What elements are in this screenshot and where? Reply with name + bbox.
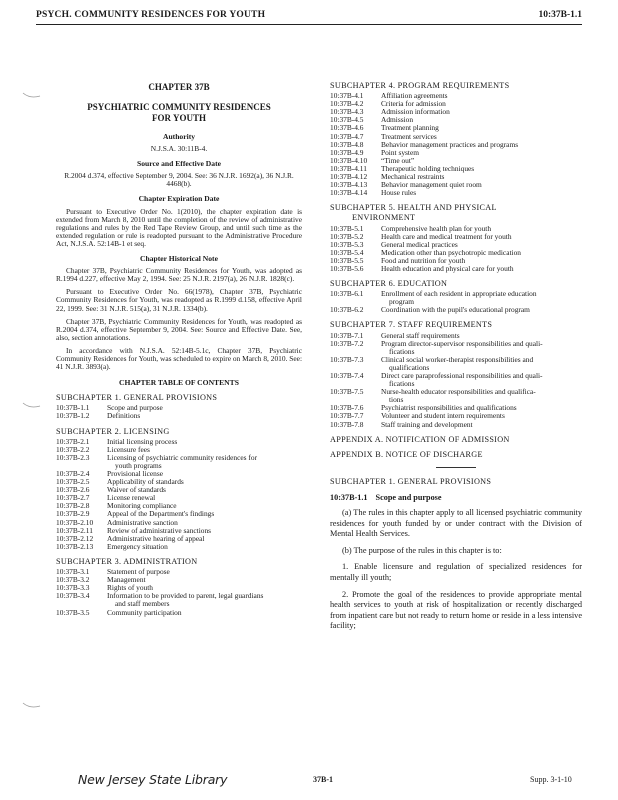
toc-entry-title-text: General medical practices [381, 239, 458, 249]
toc-entry [330, 306, 582, 314]
toc-entry-number: 10:37B-7.4 [330, 371, 364, 380]
toc-entry-title-text: Enrollment of each resident in appropriate education [381, 289, 537, 299]
toc-entry-title-text: Initial licensing process [107, 436, 178, 446]
toc-entry-number: 10:37B-4.14 [330, 188, 368, 198]
toc-entry-title-text: Point system [381, 147, 419, 157]
toc-entry-title-text: License renewal [107, 493, 156, 503]
toc-entry-number: 10:37B-4.1 [330, 91, 364, 101]
expiration-text: Pursuant to Executive Order No. 1(2010), the chapter expiration date is extended from March 8, 2010 until the completion of the review of administrative regulations and rules by the Red Tape Review Group, and until such time as the extended regulation or rule is readopted pursuant to the Administrative Procedure Act, N.J.S.A. 52:14B-1 et seq. [56, 206, 302, 248]
toc-entry-number: 10:37B-7.3 [330, 354, 364, 364]
toc-entry-title [381, 388, 582, 404]
toc-entry [56, 478, 302, 486]
toc-entry-title-text: Treatment services [381, 131, 437, 141]
toc-entry-number: 10:37B-2.3 [56, 452, 90, 462]
toc-entry [56, 404, 302, 412]
toc-entry-title-text: Direct care paraprofessional responsibilities and quali- [381, 371, 543, 380]
toc-entry-title-text: Admission information [381, 107, 450, 117]
toc-entry-number: 10:37B-5.1 [330, 223, 364, 233]
toc-entry [330, 265, 582, 273]
authority-heading: Authority [162, 132, 196, 141]
toc-entry-title-text: Mechanical restraints [381, 172, 445, 182]
right-column [330, 82, 582, 638]
toc-entry-title-text: Information to be provided to parent, legal guardians [107, 591, 264, 601]
toc-entry [56, 454, 302, 470]
source-text: R.2004 d.374, effective September 9, 2004. See: 36 N.J.R. 1692(a), 36 N.J.R. 4468(b). [64, 171, 294, 189]
toc-entry [330, 388, 582, 404]
toc-list [56, 404, 302, 420]
toc-entry-title-text: Management [107, 575, 146, 585]
toc-entry [330, 165, 582, 173]
toc-entry-title-text: Medication other than psychotropic medication [381, 247, 521, 257]
toc-entry-title [107, 543, 302, 551]
toc-entry-title-text: Statement of purpose [107, 567, 170, 577]
toc-entry-number: 10:37B-2.10 [56, 517, 94, 527]
toc-entry-title-text: General staff requirements [381, 330, 460, 340]
toc-entry-title [107, 412, 302, 420]
toc-list [330, 92, 582, 197]
toc-entry-title-cont: program [389, 297, 415, 307]
section-divider [436, 467, 476, 468]
toc-entry-title-text: Program director-supervisor responsibilities and quali- [381, 338, 543, 348]
toc-entry-number: 10:37B-3.2 [56, 575, 90, 585]
toc-entry-number: 10:37B-5.2 [330, 231, 364, 241]
history-paragraph: Pursuant to Executive Order No. 66(1978), Chapter 37B, Psychiatric Community Residences for Youth, was readopted as R.1999 d.158, effective April 22, 1999. See: 31 N.J.R. 515(a), 31 N.J.R. 1334(b). [56, 287, 302, 313]
toc-subchapter-title: SUBCHAPTER 1. GENERAL PROVISIONS [56, 393, 218, 403]
toc-entry-number: 10:37B-4.11 [330, 163, 367, 173]
toc-entry-title-text: Affiliation agreements [381, 91, 448, 101]
toc-entry-title-text: Food and nutrition for youth [381, 255, 466, 265]
expiration-heading: Chapter Expiration Date [138, 194, 220, 204]
toc-list [330, 332, 582, 429]
history-heading: Chapter Historical Note [140, 254, 218, 264]
toc-list [330, 290, 582, 314]
toc-entry [330, 116, 582, 124]
toc-entry-title-text: Community participation [107, 607, 182, 617]
toc-entry-title-text: Applicability of standards [107, 477, 184, 487]
toc-entry-title-text: Behavior management quiet room [381, 180, 482, 190]
toc-entry-title-cont: fications [389, 379, 415, 389]
toc-entry-title-text: Definitions [107, 411, 141, 421]
body-paragraph: 1. Enable licensure and regulation of specialized residences for mentally ill youth; [330, 562, 582, 582]
toc-entry-title-text: Coordination with the pupil's educational program [381, 305, 530, 315]
toc-entry-title-text: Appeal of the Department's findings [107, 509, 215, 519]
toc-entry-number: 10:37B-1.2 [56, 411, 90, 421]
appendix-b: APPENDIX B. NOTICE OF DISCHARGE [330, 449, 483, 459]
chapter-number: CHAPTER 37B [148, 82, 210, 92]
toc-entry-number: 10:37B-4.3 [330, 107, 364, 117]
toc-entry-number: 10:37B-4.12 [330, 172, 368, 182]
toc-entry-title-text: Staff training and development [381, 419, 473, 429]
toc-entry-number: 10:37B-3.4 [56, 591, 90, 601]
toc-entry-title-cont: fications [389, 346, 415, 356]
toc-entry-number: 10:37B-4.7 [330, 131, 364, 141]
toc-entry-number: 10:37B-2.5 [56, 477, 90, 487]
toc-subchapter-title: SUBCHAPTER 2. LICENSING [56, 426, 170, 436]
toc-entry [330, 92, 582, 100]
toc-entry-title [381, 372, 582, 388]
toc-entry-number: 10:37B-2.13 [56, 541, 94, 551]
toc-entry-number: 10:37B-2.11 [56, 525, 93, 535]
chapter-title [56, 102, 302, 124]
history-paragraph: In accordance with N.J.S.A. 52:14B-5.1c, Chapter 37B, Psychiatric Community Residences for Youth, was scheduled to expire on March 8, 2010. See: 41 N.J.R. 3893(a). [56, 345, 302, 372]
toc-entry-number: 10:37B-2.2 [56, 444, 90, 454]
authority-text: N.J.S.A. 30:11B-4. [150, 144, 208, 154]
toc-entry-number: 10:37B-7.7 [330, 411, 364, 421]
toc-entry-title-text: Rights of youth [107, 583, 153, 593]
toc-entry [56, 576, 302, 584]
toc-entry-number: 10:37B-4.10 [330, 155, 368, 165]
toc-entry-title [381, 356, 582, 372]
toc-entry-number: 10:37B-6.2 [330, 305, 364, 315]
header-title: PSYCH. COMMUNITY RESIDENCES FOR YOUTH [36, 10, 266, 20]
toc-entry-number: 10:37B-6.1 [330, 289, 364, 299]
toc-entry-number: 10:37B-5.5 [330, 255, 364, 265]
toc-entry-title-text: “Time out” [381, 155, 415, 165]
supplement-date: Supp. 3-1-10 [530, 775, 572, 784]
toc-entry-number: 10:37B-5.4 [330, 247, 364, 257]
toc-entry-title-text: Review of administrative sanctions [107, 525, 212, 535]
toc-entry [56, 609, 302, 617]
toc-entry-title [381, 290, 582, 306]
toc-entry-title-text: Admission [381, 115, 414, 125]
toc-entry-title-text: Emergency situation [107, 541, 168, 551]
toc-list [330, 225, 582, 274]
toc-entry [330, 340, 582, 356]
toc-subchapter-title: SUBCHAPTER 7. STAFF REQUIREMENTS [330, 320, 493, 330]
toc-entry [330, 290, 582, 306]
toc-entry [330, 181, 582, 189]
toc-entry-title-text: Health education and physical care for youth [381, 263, 514, 273]
toc-entry [330, 124, 582, 132]
toc-entry [330, 421, 582, 429]
toc-entry [56, 543, 302, 551]
toc-subchapter-title: SUBCHAPTER 6. EDUCATION [330, 279, 448, 289]
toc-entry-title-text: House rules [381, 188, 417, 198]
toc-entry-number: 10:37B-4.6 [330, 123, 364, 133]
toc-entry [56, 412, 302, 420]
toc-subchapter-title-cont: ENVIRONMENT [352, 213, 416, 223]
toc-entry-title-text: Monitoring compliance [107, 501, 177, 511]
toc-list [56, 568, 302, 617]
history-paragraph: Chapter 37B, Psychiatric Community Residences for Youth, was readopted as R.2004 d.374, effective September 9, 2004. See: Source and Effective Date. See, also, section annotations. [56, 316, 302, 342]
toc-entry-number: 10:37B-2.1 [56, 436, 90, 446]
left-column [56, 82, 302, 617]
toc-entry-title-cont: and staff members [115, 599, 170, 609]
toc-entry-title-text: Therapeutic holding techniques [381, 163, 475, 173]
toc-entry-title [381, 306, 582, 314]
margin-mark [22, 90, 42, 100]
body-paragraph: (b) The purpose of the rules in this chapter is to: [342, 545, 502, 555]
toc-subchapter-title: SUBCHAPTER 4. PROGRAM REQUIREMENTS [330, 81, 510, 90]
toc-entry-number: 10:37B-4.9 [330, 147, 364, 157]
toc-entry-title-text: Health care and medical treatment for youth [381, 231, 512, 241]
page-footer [0, 774, 618, 794]
toc-entry-title-text: Licensure fees [107, 444, 150, 454]
toc-entry-number: 10:37B-2.12 [56, 533, 94, 543]
toc-entry-number: 10:37B-2.7 [56, 493, 90, 503]
margin-mark [22, 700, 42, 710]
toc-entry-title-text: Scope and purpose [107, 403, 163, 413]
toc-entry-title-cont: qualifications [389, 362, 430, 372]
toc-entry-title [107, 454, 302, 470]
toc-entry-number: 10:37B-3.1 [56, 567, 90, 577]
toc-entry-title-text: Behavior management practices and programs [381, 139, 519, 149]
toc-entry-title-text: Licensing of psychiatric community residences for [107, 452, 258, 462]
toc-entry-title-text: Volunteer and student intern requirements [381, 411, 505, 421]
toc-entry-number: 10:37B-4.2 [330, 99, 364, 109]
toc-entry-title [381, 340, 582, 356]
library-stamp: New Jersey State Library [78, 772, 228, 787]
toc-entry [56, 438, 302, 446]
toc-entry [330, 189, 582, 197]
toc-entry-title-text: Psychiatrist responsibilities and qualifications [381, 403, 517, 413]
toc-entry [330, 108, 582, 116]
body-paragraph: 2. Promote the goal of the residences to provide appropriate mental health services to youth at risk of hospitalization or recently discharged from inpatient care but not ready to return home or reside in a less intensive facility; [330, 589, 582, 631]
margin-mark [22, 400, 42, 410]
chapter-title-line-1: PSYCHIATRIC COMMUNITY RESIDENCES [87, 102, 271, 112]
toc-entry [330, 141, 582, 149]
toc-entry-title-cont: tions [389, 395, 404, 405]
rule-heading [330, 494, 582, 502]
header-section-number: 10:37B-1.1 [538, 10, 582, 20]
toc-heading: CHAPTER TABLE OF CONTENTS [119, 378, 239, 388]
toc-entry-title-text: Administrative sanction [107, 517, 178, 527]
rule-number: 10:37B-1.1 [330, 492, 368, 502]
toc-entry [56, 486, 302, 494]
toc-subchapter-title: SUBCHAPTER 3. ADMINISTRATION [56, 556, 198, 566]
toc-entry [56, 494, 302, 502]
page-number: 37B-1 [313, 775, 333, 784]
toc-entry [330, 372, 582, 388]
toc-entry-number: 10:37B-4.13 [330, 180, 368, 190]
running-header [36, 8, 582, 25]
toc-entry-number: 10:37B-7.6 [330, 403, 364, 413]
toc-subchapter-title: SUBCHAPTER 5. HEALTH AND PHYSICAL [330, 203, 497, 213]
chapter-title-line-2: FOR YOUTH [152, 113, 206, 123]
toc-entry-title [381, 189, 582, 197]
toc-entry-title [381, 265, 582, 273]
toc-entry-title-text: Waiver of standards [107, 485, 166, 495]
toc-entry-number: 10:37B-2.9 [56, 509, 90, 519]
toc-entry-number: 10:37B-5.3 [330, 239, 364, 249]
toc-entry [330, 100, 582, 108]
rule-title: Scope and purpose [375, 492, 442, 502]
toc-list [56, 438, 302, 551]
toc-entry-title-text: Nurse-health educator responsibilities and qualifica- [381, 387, 536, 397]
toc-entry-number: 10:37B-3.5 [56, 607, 90, 617]
toc-entry [330, 356, 582, 372]
toc-entry-title-text: Provisional license [107, 469, 164, 478]
toc-entry-title-text: Criteria for admission [381, 99, 446, 109]
toc-entry-title [107, 609, 302, 617]
toc-entry-title-text: Comprehensive health plan for youth [381, 223, 492, 233]
history-paragraph: Chapter 37B, Psychiatric Community Residences for Youth, was adopted as R.1994 d.227, effective May 2, 1994. See: 25 N.J.R. 2197(a), 26 N.J.R. 1828(c). [56, 266, 302, 284]
toc-entry-number: 10:37B-2.4 [56, 469, 90, 478]
body-paragraph: (a) The rules in this chapter apply to all licensed psychiatric community residences for youth funded by or under contract with the Division of Mental Health Services. [330, 508, 582, 539]
toc-entry-number: 10:37B-1.1 [56, 403, 90, 413]
toc-entry-number: 10:37B-4.8 [330, 139, 364, 149]
toc-entry-title-cont: youth programs [115, 460, 162, 470]
source-heading: Source and Effective Date [136, 159, 221, 169]
toc-entry-title [107, 592, 302, 608]
toc-entry-number: 10:37B-3.3 [56, 583, 90, 593]
toc-entry [56, 592, 302, 608]
toc-entry-title-text: Treatment planning [381, 123, 439, 133]
toc-entry-number: 10:37B-7.5 [330, 387, 364, 397]
appendix-a: APPENDIX A. NOTIFICATION OF ADMISSION [330, 434, 510, 444]
toc-entry-number: 10:37B-2.6 [56, 485, 90, 495]
toc-entry-number: 10:37B-5.6 [330, 263, 364, 273]
toc-entry [56, 568, 302, 576]
toc-entry-number: 10:37B-7.1 [330, 330, 364, 340]
toc-entry-title-text: Administrative hearing of appeal [107, 533, 205, 543]
toc-entry-number: 10:37B-7.2 [330, 338, 364, 348]
body-subchapter-title: SUBCHAPTER 1. GENERAL PROVISIONS [330, 476, 492, 486]
toc-entry-number: 10:37B-7.8 [330, 419, 364, 429]
toc-entry-title-text: Clinical social worker-therapist responsibilities and [381, 354, 534, 364]
toc-entry [330, 149, 582, 157]
toc-entry-title [381, 421, 582, 429]
toc-entry-number: 10:37B-2.8 [56, 501, 90, 511]
toc-entry-number: 10:37B-4.5 [330, 115, 364, 125]
